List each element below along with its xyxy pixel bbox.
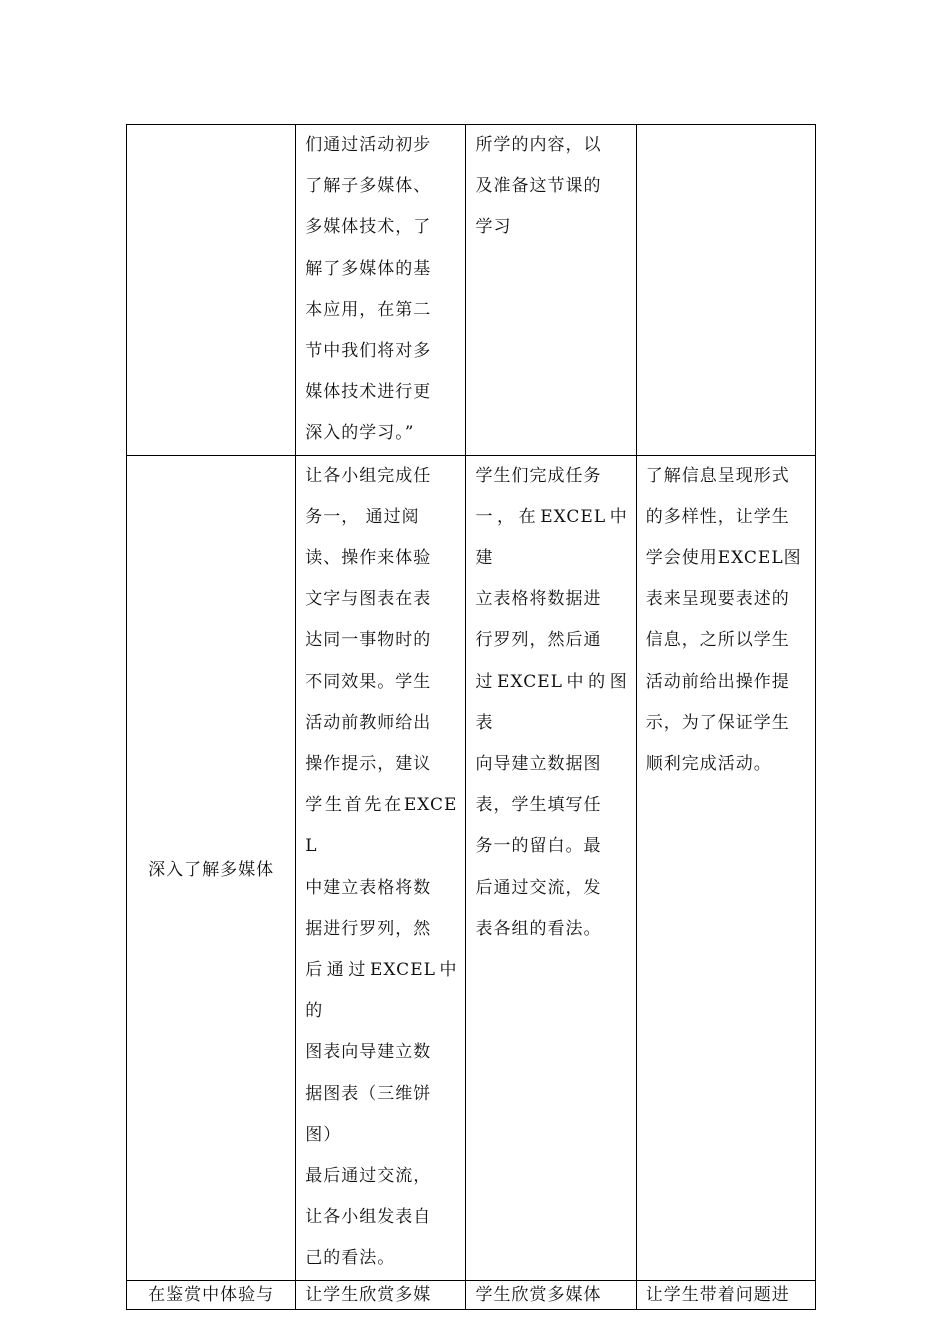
student-activity-text — [466, 125, 635, 249]
text-line: 向导建立数据图 — [475, 754, 602, 775]
student-activity-text — [466, 456, 635, 950]
stage-label: 深入了解多媒体 — [148, 860, 275, 881]
student-activity-cell — [466, 455, 636, 1280]
text-line: 顺利完成活动。 — [645, 754, 772, 775]
text-line: 活动前教师给出 — [305, 712, 432, 733]
text-line: 学生欣赏多媒体 — [475, 1284, 602, 1305]
text-line: 们通过活动初步 — [305, 135, 432, 155]
text-line: 示，为了保证学生 — [645, 712, 790, 733]
text-line: 操作提示，建议 — [305, 754, 432, 775]
text-line: 本应用，在第二 — [305, 299, 432, 320]
text-line: 让学生带着问题进 — [645, 1284, 790, 1305]
text-line: 不同效果。学生 — [305, 671, 432, 692]
text-line: 让各小组发表自 — [305, 1207, 432, 1228]
text-line: 信息，之所以学生 — [645, 630, 790, 651]
text-line: 图表向导建立数 — [305, 1042, 432, 1063]
text-line: 让各小组完成任 — [305, 465, 432, 486]
text-line: 的多样性，让学生 — [645, 506, 790, 527]
table-row — [127, 1280, 816, 1309]
stage-cell — [127, 125, 296, 456]
text-line: 所学的内容，以 — [475, 135, 602, 155]
design-intent-cell — [636, 455, 815, 1280]
text-line: 读、操作来体验 — [305, 548, 432, 569]
student-activity-text — [466, 1281, 635, 1309]
text-line: 节中我们将对多 — [305, 341, 432, 362]
stage-cell — [127, 1280, 296, 1309]
student-activity-cell — [466, 1280, 636, 1309]
teacher-activity-text — [296, 125, 465, 455]
text-line: 媒体技术进行更 — [305, 382, 432, 403]
text-line: 据进行罗列，然 — [305, 918, 432, 939]
text-line: 务一， 通过阅 — [305, 506, 420, 527]
text-line: 立表格将数据进 — [475, 589, 602, 610]
design-intent-cell — [636, 1280, 815, 1309]
text-line: 行罗列，然后通 — [475, 630, 602, 651]
text-line: 己的看法。 — [305, 1248, 396, 1269]
text-line: 解了多媒体的基 — [305, 258, 432, 279]
text-line: 据图表（三维饼 — [305, 1083, 432, 1104]
stage-cell — [127, 455, 296, 1280]
text-line: 表各组的看法。 — [475, 918, 602, 939]
text-line: 中建立表格将数 — [305, 877, 432, 898]
text-line: 一，在EXCEL中建 — [475, 506, 628, 569]
design-intent-text — [637, 1281, 815, 1309]
text-line: 最后通过交流， — [305, 1166, 432, 1187]
text-line: 图） — [305, 1124, 342, 1145]
text-line: 深入的学习。” — [305, 423, 415, 444]
text-line: 多媒体技术，了 — [305, 217, 432, 238]
stage-label: 在鉴赏中体验与 — [148, 1284, 275, 1305]
teacher-activity-text — [296, 1281, 465, 1309]
student-activity-cell — [466, 125, 636, 456]
text-line: 达同一事物时的 — [305, 630, 432, 651]
teacher-activity-cell — [296, 455, 466, 1280]
text-line: 学会使用EXCEL图 — [645, 548, 802, 569]
text-line: 活动前给出操作提 — [645, 671, 790, 692]
text-line: 了解信息呈现形式 — [645, 465, 790, 486]
teacher-activity-cell — [296, 1280, 466, 1309]
table-row — [127, 125, 816, 456]
lesson-plan-table — [126, 124, 816, 1310]
teacher-activity-cell — [296, 125, 466, 456]
text-line: 文字与图表在表 — [305, 589, 432, 610]
table-row — [127, 455, 816, 1280]
design-intent-text — [637, 456, 815, 786]
teacher-activity-text — [296, 456, 465, 1280]
text-line: 及准备这节课的 — [475, 176, 602, 197]
text-line: 过EXCEL中的图表 — [475, 671, 628, 733]
design-intent-cell — [636, 125, 815, 456]
text-line: 学生首先在EXCEL — [305, 795, 458, 857]
text-line: 表，学生填写任 — [475, 795, 602, 816]
text-line: 学习 — [475, 217, 512, 238]
text-line: 了解子多媒体、 — [305, 176, 432, 197]
text-line: 表来呈现要表述的 — [645, 589, 790, 610]
text-line: 让学生欣赏多媒 — [305, 1284, 432, 1305]
text-line: 后通过交流，发 — [475, 877, 602, 898]
text-line: 学生们完成任务 — [475, 465, 602, 486]
text-line: 务一的留白。最 — [475, 836, 602, 857]
text-line: 后通过EXCEL中的 — [305, 960, 458, 1022]
